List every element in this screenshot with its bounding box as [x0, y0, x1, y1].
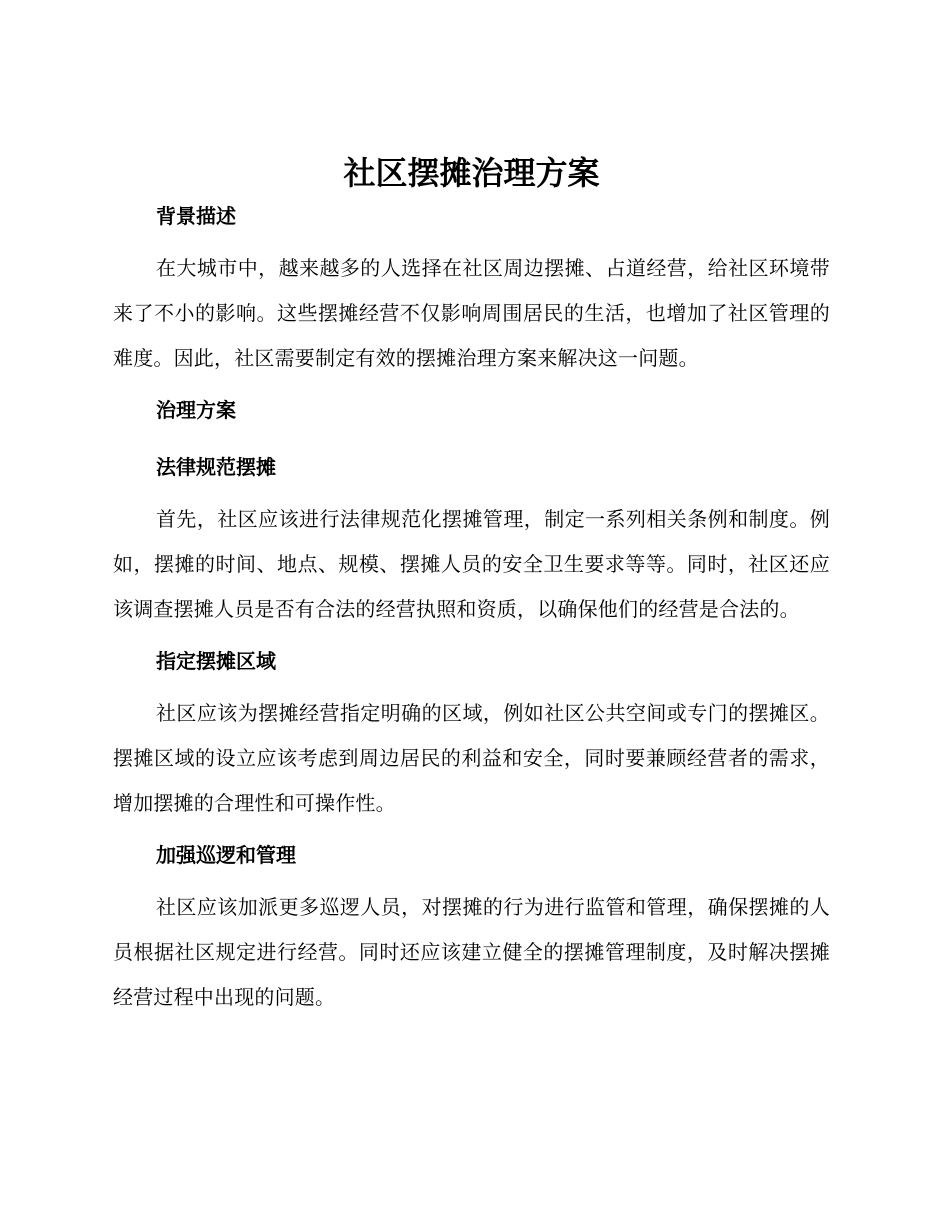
- paragraph-area: 社区应该为摆摊经营指定明确的区域，例如社区公共空间或专门的摆摊区。摆摊区域的设立应该考虑到周边居民的利益和安全，同时要兼顾经营者的需求，增加摆摊的合理性和可操作性。: [113, 701, 830, 815]
- section-heading-area: 指定摆摊区域: [156, 649, 276, 673]
- page-title: 社区摆摊治理方案: [343, 154, 600, 192]
- section-heading-plan: 治理方案: [156, 398, 236, 422]
- paragraph-background: 在大城市中，越来越多的人选择在社区周边摆摊、占道经营，给社区环境带来了不小的影响。这些摆摊经营不仅影响周围居民的生活，也增加了社区管理的难度。因此，社区需要制定有效的摆摊治理方案来解决这一问题。: [113, 256, 830, 370]
- paragraph-patrol: 社区应该加派更多巡逻人员，对摆摊的行为进行监管和管理，确保摆摊的人员根据社区规定进行经营。同时还应该建立健全的摆摊管理制度，及时解决摆摊经营过程中出现的问题。: [113, 895, 830, 1009]
- section-heading-background: 背景描述: [156, 204, 236, 228]
- section-heading-patrol: 加强巡逻和管理: [156, 843, 296, 867]
- paragraph-law: 首先，社区应该进行法律规范化摆摊管理，制定一系列相关条例和制度。例如，摆摊的时间、地点、规模、摆摊人员的安全卫生要求等等。同时，社区还应该调查摆摊人员是否有合法的经营执照和资质，以确保他们的经营是合法的。: [113, 507, 830, 621]
- section-heading-law: 法律规范摆摊: [156, 455, 276, 479]
